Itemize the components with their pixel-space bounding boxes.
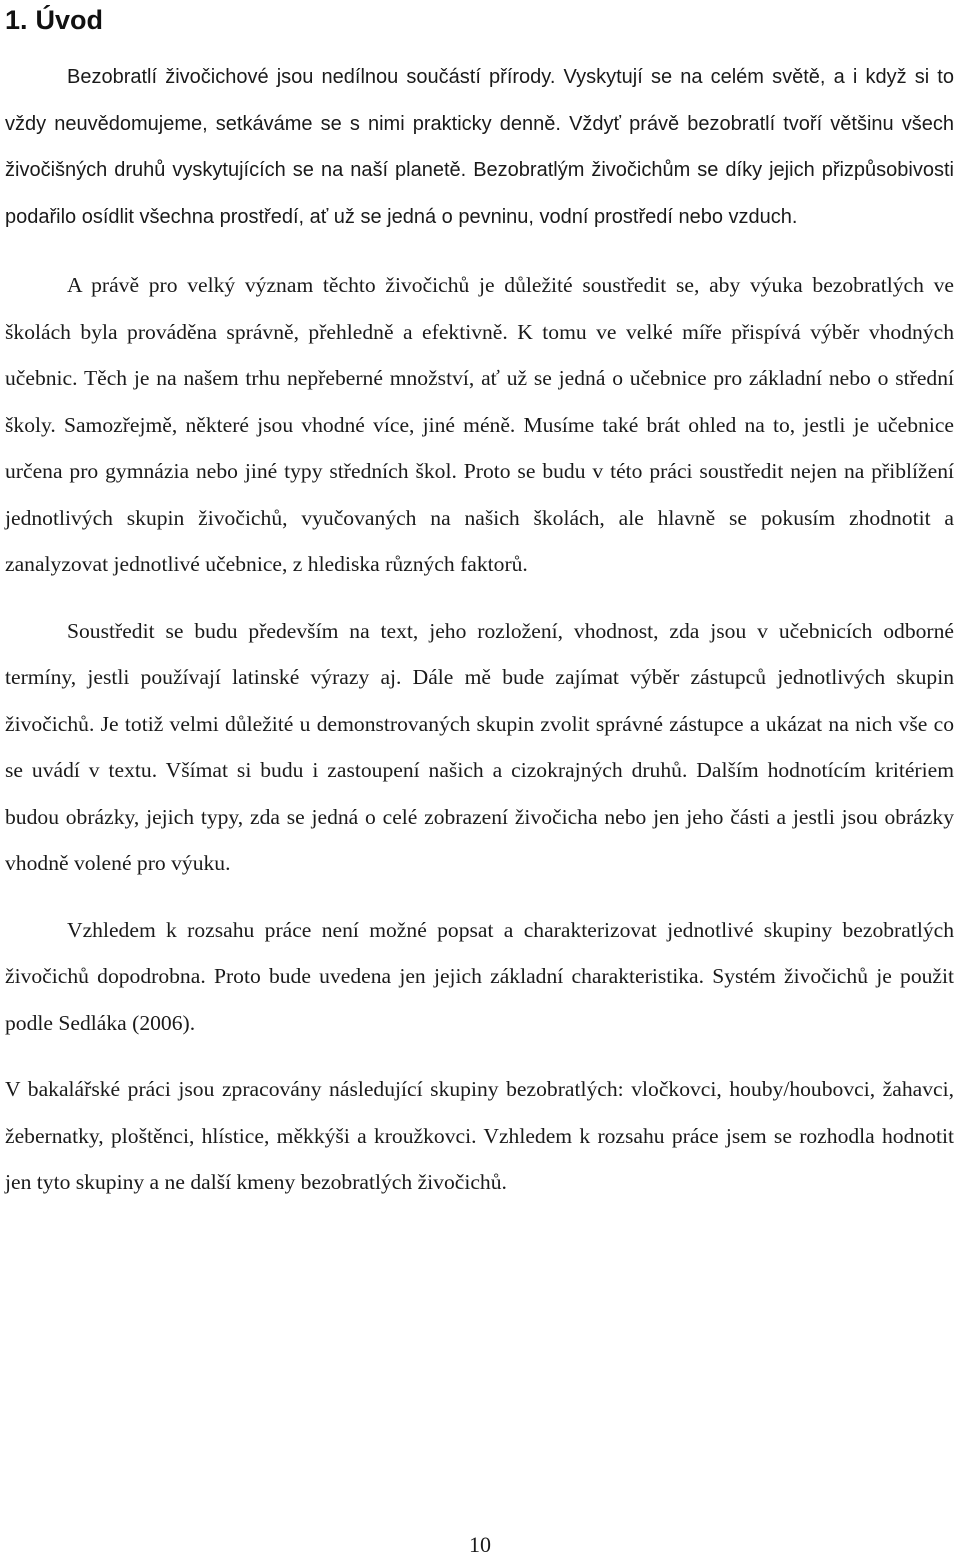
page-number: 10 <box>469 1532 491 1557</box>
chapter-title: Úvod <box>35 5 104 35</box>
paragraph-groups: V bakalářské práci jsou zpracovány následující skupiny bezobratlých: vločkovci, houby/houbovci, žahavci, žebernatky, ploštěnci, hlístice, měkkýši a kroužkovci. Vzhledem k rozsahu práce jsem se rozhodla hodnotit jen tyto skupiny a ne další kmeny bezobratlých živočichů. <box>5 1077 954 1194</box>
paragraph-intro: Bezobratlí živočichové jsou nedílnou součástí přírody. Vyskytují se na celém světě, a i když si to vždy neuvědomujeme, setkáváme se s nimi prakticky denně. Vždyť právě bezobratlí tvoří většinu všech živočišných druhů vyskytujících se na naší planetě. Bezobratlým živočichům se díky jejich přizpůsobivosti podařilo osídlit všechna prostředí, ať už se jedná o pevninu, vodní prostředí nebo vzduch. <box>5 66 954 228</box>
paragraph-focus: Soustředit se budu především na text, jeho rozložení, vhodnost, zda jsou v učebnicích odborné termíny, jestli používají latinské výrazy aj. Dále mě bude zajímat výběr zástupců jednotlivých skupin živočichů. Je totiž velmi důležité u demonstrovaných skupin zvolit správné zástupce a ukázat na nich vše co se uvádí v textu. Všímat si budu i zastoupení našich a cizokrajných druhů. Dalším hodnotícím kritériem budou obrázky, jejich typy, zda se jedná o celé zobrazení živočicha nebo jen jeho části a jestli jsou obrázky vhodně volené pro výuku. <box>5 618 954 875</box>
paragraph-importance: A právě pro velký význam těchto živočichů je důležité soustředit se, aby výuka bezobratlých ve školách byla prováděna správně, přehledně a efektivně. K tomu ve velké míře přispívá výběr vhodných učebnic. Těch je na našem trhu nepřeberné množství, ať už se jedná o učebnice pro základní nebo o střední školy. Samozřejmě, některé jsou vhodné více, jiné méně. Musíme také brát ohled na to, jestli je učebnice určena pro gymnázia nebo jiné typy středních škol. Proto se budu v této práci soustředit nejen na přiblížení jednotlivých skupin živočichů, vyučovaných na našich školách, ale hlavně se pokusím zhodnotit a zanalyzovat jednotlivé učebnice, z hlediska různých faktorů. <box>5 273 954 576</box>
chapter-number: 1. <box>5 5 28 35</box>
chapter-heading <box>5 0 954 38</box>
paragraph-scope: Vzhledem k rozsahu práce není možné popsat a charakterizovat jednotlivé skupiny bezobratlých živočichů dopodrobna. Proto bude uvedena jen jejich základní charakteristika. Systém živočichů je použit podle Sedláka (2006). <box>5 917 954 1035</box>
